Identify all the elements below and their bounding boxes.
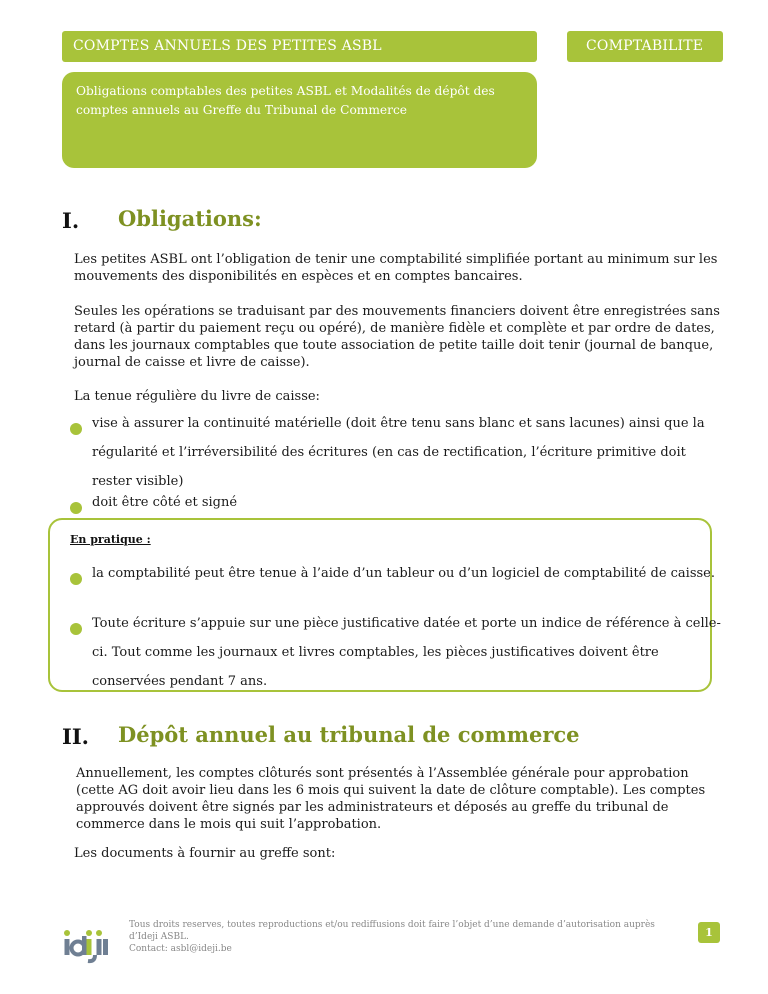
intro-box xyxy=(62,72,537,168)
list-item-text: doit être côté et signé xyxy=(92,495,238,510)
bullet-icon xyxy=(70,573,82,585)
section-1-paragraph-1: Les petites ASBL ont l’obligation de tenir une comptabilité simplifiée portant au minimum sur les mouvements des disponibilités en espèces et en comptes bancaires. xyxy=(74,252,718,284)
section-2-title: Dépôt annuel au tribunal de commerce xyxy=(118,722,580,747)
footer-notice xyxy=(129,919,669,955)
intro-text: Obligations comptables des petites ASBL et Modalités de dépôt des comptes annuels au Greffe du Tribunal de Commerce xyxy=(76,84,495,117)
section-2-number: II. xyxy=(62,724,89,749)
header-title: COMPTES ANNUELS DES PETITES ASBL xyxy=(73,38,382,54)
section-1-number: I. xyxy=(62,208,80,233)
footer-rights-text: Tous droits reserves, toutes reproductions et/ou rediffusions doit faire l’objet d’une demande d’autorisation auprès d’Ideji ASBL. xyxy=(129,920,655,942)
practice-label: En pratique : xyxy=(70,533,151,546)
list-item-text: la comptabilité peut être tenue à l’aide d’un tableur ou d’un logiciel de comptabilité de caisse. xyxy=(92,566,716,581)
bullet-icon xyxy=(70,623,82,635)
section-2-paragraph-1: Annuellement, les comptes clôturés sont présentés à l’Assemblée générale pour approbation (cette AG doit avoir lieu dans les 6 mois qui suivent la date de clôture comptable). Les comptes approuvés doivent être signés par les administrateurs et déposés au greffe du tribunal de commerce dans le mois qui suit l’approbation. xyxy=(76,766,706,832)
page-number-badge: 1 xyxy=(698,922,720,943)
bullet-icon xyxy=(70,423,82,435)
header-category: COMPTABILITE xyxy=(586,38,704,54)
section-1-paragraph-3: La tenue régulière du livre de caisse: xyxy=(74,389,320,404)
section-1-title: Obligations: xyxy=(118,206,262,231)
header-category-banner xyxy=(567,31,723,62)
section-1-paragraph-2: Seules les opérations se traduisant par des mouvements financiers doivent être enregistrées sans retard (à partir du paiement reçu ou opéré), de manière fidèle et complète et par ordre de dates, dans les journaux comptables que toute association de petite taille doit tenir (journal de banque, journal de caisse et livre de caisse). xyxy=(74,304,720,370)
list-item-text: Toute écriture s’appuie sur une pièce justificative datée et porte un indice de référence à celle-ci. Tout comme les journaux et livres comptables, les pièces justificatives doivent être conservées pendant 7 ans. xyxy=(92,616,721,689)
section-2-paragraph-2: Les documents à fournir au greffe sont: xyxy=(74,846,336,861)
header-title-banner xyxy=(62,31,537,62)
bullet-icon xyxy=(70,502,82,514)
footer-contact: Contact: asbl@ideji.be xyxy=(129,944,232,954)
list-item-text: vise à assurer la continuité matérielle (doit être tenu sans blanc et sans lacunes) ainsi que la régularité et l’irréversibilité des écritures (en cas de rectification, l’écriture primitive doit rester visible) xyxy=(92,416,705,489)
ideji-logo xyxy=(62,924,114,964)
